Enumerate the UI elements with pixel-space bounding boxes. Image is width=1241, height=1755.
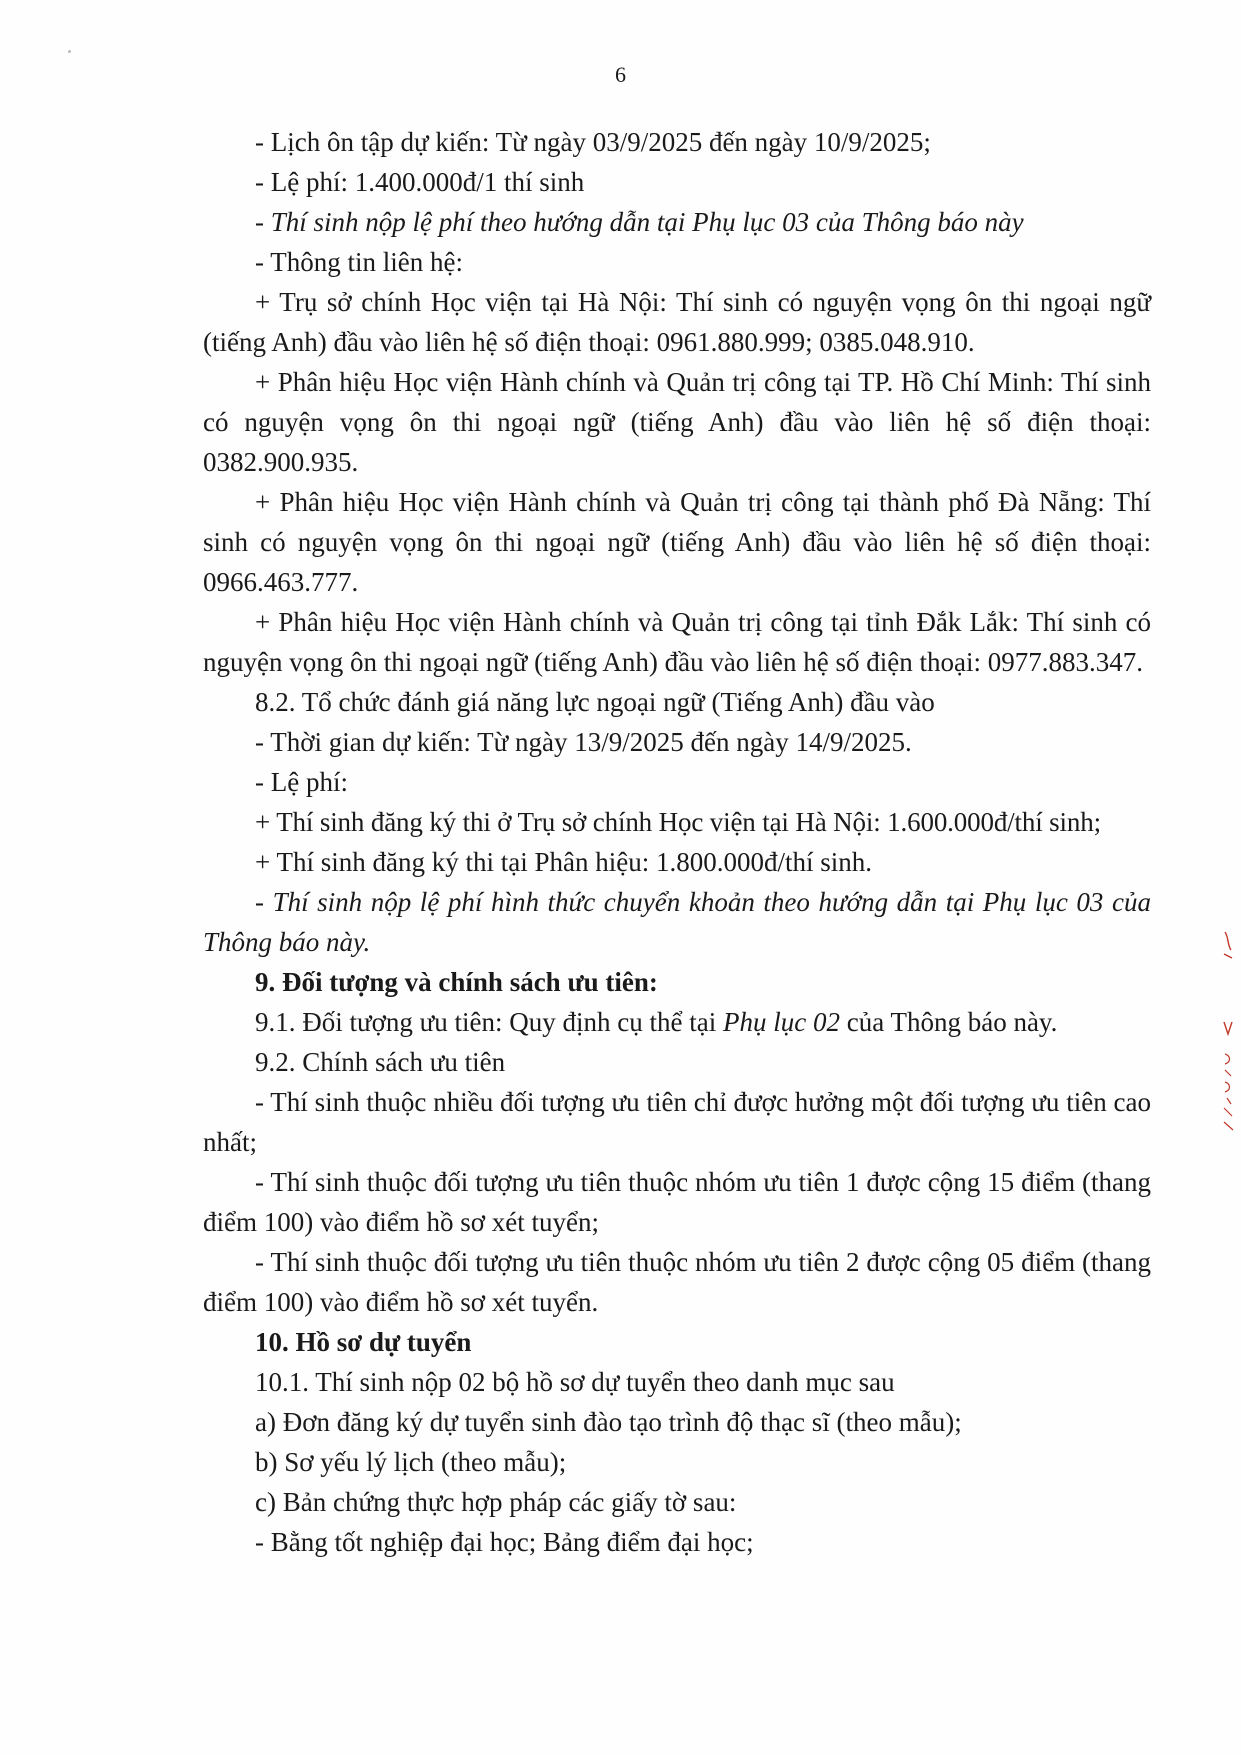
paragraph-degree-transcript: - Bằng tốt nghiệp đại học; Bảng điểm đại học; [255, 1527, 754, 1557]
paragraph-exam-fee-hanoi: + Thí sinh đăng ký thi ở Trụ sở chính Học viện tại Hà Nội: 1.600.000đ/thí sinh; [255, 807, 1101, 837]
paragraph-review-schedule: - Lịch ôn tập dự kiến: Từ ngày 03/9/2025 đến ngày 10/9/2025; [255, 127, 931, 157]
section-9-1-text-before: 9.1. Đối tượng ưu tiên: Quy định cụ thể tại [255, 1007, 723, 1037]
paragraph-section-9-2: 9.2. Chính sách ưu tiên [255, 1047, 506, 1077]
section-9-1-text-after: của Thông báo này. [839, 1007, 1058, 1037]
paragraph-priority-multiple: - Thí sinh thuộc nhiều đối tượng ưu tiên chỉ được hưởng một đối tượng ưu tiên cao nhất; [203, 1087, 1151, 1157]
paragraph-priority-group-1: - Thí sinh thuộc đối tượng ưu tiên thuộc nhóm ưu tiên 1 được cộng 15 điểm (thang điểm 100) vào điểm hồ sơ xét tuyển; [203, 1167, 1151, 1237]
paragraph-priority-group-2: - Thí sinh thuộc đối tượng ưu tiên thuộc nhóm ưu tiên 2 được cộng 05 điểm (thang điểm 100) vào điểm hồ sơ xét tuyển. [203, 1247, 1151, 1317]
section-9-1-appendix-ref: Phụ lục 02 [723, 1007, 840, 1037]
paragraph-exam-fee-branch: + Thí sinh đăng ký thi tại Phân hiệu: 1.800.000đ/thí sinh. [255, 847, 872, 877]
paragraph-fee-note: - Thí sinh nộp lệ phí theo hướng dẫn tại Phụ lục 03 của Thông báo này [255, 207, 1024, 237]
paragraph-section-9-1 [203, 1002, 1151, 1042]
paragraph-item-b: b) Sơ yếu lý lịch (theo mẫu); [255, 1447, 567, 1477]
paragraph-item-c: c) Bản chứng thực hợp pháp các giấy tờ sau: [255, 1487, 737, 1517]
paragraph-contact-heading: - Thông tin liên hệ: [255, 247, 463, 277]
document-body [203, 122, 1151, 1562]
paragraph-exam-fee-note: - Thí sinh nộp lệ phí hình thức chuyển khoản theo hướng dẫn tại Phụ lục 03 của Thông báo này. [203, 887, 1151, 957]
heading-section-10: 10. Hồ sơ dự tuyển [255, 1327, 472, 1357]
paragraph-exam-time: - Thời gian dự kiến: Từ ngày 13/9/2025 đến ngày 14/9/2025. [255, 727, 912, 757]
paragraph-contact-daklak: + Phân hiệu Học viện Hành chính và Quản trị công tại tỉnh Đắk Lắk: Thí sinh có nguyện vọng ôn thi ngoại ngữ (tiếng Anh) đầu vào liên hệ số điện thoại: 0977.883.347. [203, 607, 1151, 677]
heading-section-9: 9. Đối tượng và chính sách ưu tiên: [255, 967, 658, 997]
paragraph-section-8-2: 8.2. Tổ chức đánh giá năng lực ngoại ngữ (Tiếng Anh) đầu vào [255, 687, 935, 717]
paragraph-exam-fee-heading: - Lệ phí: [255, 767, 348, 797]
margin-initials-mark [1221, 930, 1235, 1170]
paragraph-contact-hcmc: + Phân hiệu Học viện Hành chính và Quản trị công tại TP. Hồ Chí Minh: Thí sinh có nguyện vọng ôn thi ngoại ngữ (tiếng Anh) đầu vào liên hệ số điện thoại: 0382.900.935. [203, 367, 1151, 477]
paragraph-contact-hanoi: + Trụ sở chính Học viện tại Hà Nội: Thí sinh có nguyện vọng ôn thi ngoại ngữ (tiếng Anh) đầu vào liên hệ số điện thoại: 0961.880.999; 0385.048.910. [203, 287, 1151, 357]
paragraph-contact-danang: + Phân hiệu Học viện Hành chính và Quản trị công tại thành phố Đà Nẵng: Thí sinh có nguyện vọng ôn thi ngoại ngữ (tiếng Anh) đầu vào liên hệ số điện thoại: 0966.463.777. [203, 487, 1151, 597]
page-number: 6 [615, 62, 626, 87]
paragraph-section-10-1: 10.1. Thí sinh nộp 02 bộ hồ sơ dự tuyển theo danh mục sau [255, 1367, 895, 1397]
paragraph-review-fee: - Lệ phí: 1.400.000đ/1 thí sinh [255, 167, 585, 197]
paragraph-item-a: a) Đơn đăng ký dự tuyển sinh đào tạo trình độ thạc sĩ (theo mẫu); [255, 1407, 962, 1437]
scan-speck [68, 50, 71, 53]
